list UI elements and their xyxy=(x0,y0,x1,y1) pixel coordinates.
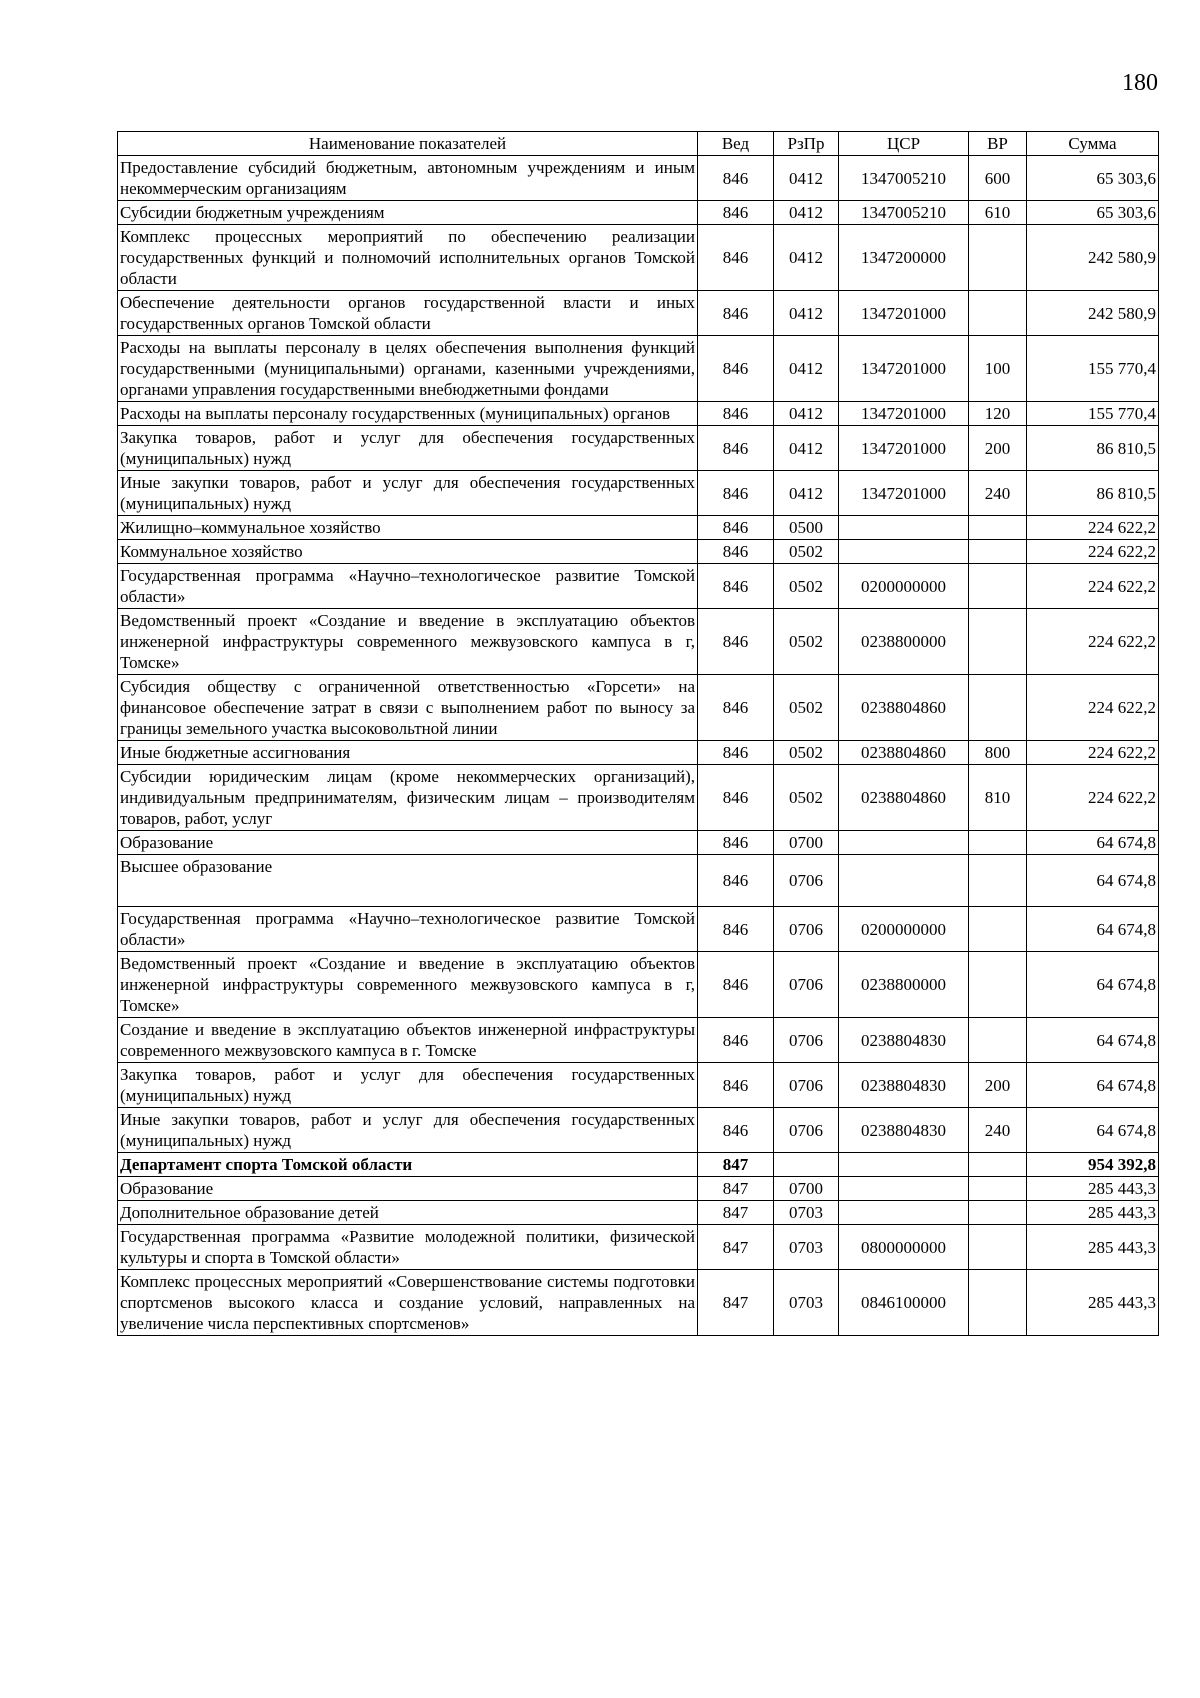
row-vr-cell xyxy=(969,564,1027,609)
row-name-cell: Иные бюджетные ассигнования xyxy=(118,741,698,765)
row-rzpr-cell: 0412 xyxy=(774,402,839,426)
row-vr-cell xyxy=(969,855,1027,907)
row-rzpr-cell: 0412 xyxy=(774,471,839,516)
row-csr-cell: 0238804830 xyxy=(839,1018,969,1063)
row-name-cell: Жилищно–коммунальное хозяйство xyxy=(118,516,698,540)
row-csr-cell: 1347005210 xyxy=(839,201,969,225)
table-row xyxy=(118,1177,1159,1201)
table-row xyxy=(118,156,1159,201)
row-vr-cell xyxy=(969,1201,1027,1225)
row-name-cell: Субсидии бюджетным учреждениям xyxy=(118,201,698,225)
row-csr-cell: 0800000000 xyxy=(839,1225,969,1270)
row-csr-cell xyxy=(839,1201,969,1225)
row-csr-cell: 0238804860 xyxy=(839,741,969,765)
row-csr-cell: 1347005210 xyxy=(839,156,969,201)
table-row xyxy=(118,564,1159,609)
row-name-cell: Коммунальное хозяйство xyxy=(118,540,698,564)
row-sum-cell: 155 770,4 xyxy=(1027,402,1159,426)
row-vr-cell xyxy=(969,609,1027,675)
row-sum-cell: 86 810,5 xyxy=(1027,471,1159,516)
row-name-cell: Образование xyxy=(118,1177,698,1201)
row-ved-cell: 846 xyxy=(698,336,774,402)
row-rzpr-cell: 0412 xyxy=(774,336,839,402)
table-row xyxy=(118,1153,1159,1177)
row-rzpr-cell: 0706 xyxy=(774,1108,839,1153)
row-name-cell: Комплекс процессных мероприятий «Совершенствование системы подготовки спортсменов высокого класса и создание условий, направленных на увеличение числа перспективных спортсменов» xyxy=(118,1270,698,1336)
table-row xyxy=(118,402,1159,426)
row-rzpr-cell: 0500 xyxy=(774,516,839,540)
row-sum-cell: 224 622,2 xyxy=(1027,675,1159,741)
row-sum-cell: 64 674,8 xyxy=(1027,1018,1159,1063)
row-ved-cell: 846 xyxy=(698,741,774,765)
header-sum: Сумма xyxy=(1027,132,1159,156)
row-sum-cell: 242 580,9 xyxy=(1027,225,1159,291)
row-name-cell: Государственная программа «Развитие молодежной политики, физической культуры и спорта в Томской области» xyxy=(118,1225,698,1270)
row-ved-cell: 846 xyxy=(698,907,774,952)
row-ved-cell: 847 xyxy=(698,1225,774,1270)
row-csr-cell: 0200000000 xyxy=(839,907,969,952)
header-name: Наименование показателей xyxy=(118,132,698,156)
row-rzpr-cell: 0706 xyxy=(774,1063,839,1108)
table-row xyxy=(118,1063,1159,1108)
table-row xyxy=(118,609,1159,675)
row-ved-cell: 847 xyxy=(698,1201,774,1225)
row-vr-cell: 240 xyxy=(969,471,1027,516)
row-vr-cell: 610 xyxy=(969,201,1027,225)
row-rzpr-cell: 0502 xyxy=(774,741,839,765)
row-vr-cell: 120 xyxy=(969,402,1027,426)
row-ved-cell: 846 xyxy=(698,855,774,907)
row-csr-cell: 1347201000 xyxy=(839,336,969,402)
row-csr-cell: 0238804860 xyxy=(839,765,969,831)
table-row xyxy=(118,1018,1159,1063)
row-vr-cell xyxy=(969,291,1027,336)
header-vr: ВР xyxy=(969,132,1027,156)
row-vr-cell xyxy=(969,1153,1027,1177)
row-rzpr-cell: 0502 xyxy=(774,564,839,609)
row-rzpr-cell: 0412 xyxy=(774,426,839,471)
row-vr-cell xyxy=(969,225,1027,291)
row-rzpr-cell: 0502 xyxy=(774,540,839,564)
row-sum-cell: 64 674,8 xyxy=(1027,907,1159,952)
row-csr-cell: 1347201000 xyxy=(839,291,969,336)
row-ved-cell: 846 xyxy=(698,1108,774,1153)
row-ved-cell: 846 xyxy=(698,402,774,426)
row-rzpr-cell: 0502 xyxy=(774,765,839,831)
row-name-cell: Государственная программа «Научно–технологическое развитие Томской области» xyxy=(118,564,698,609)
row-ved-cell: 846 xyxy=(698,1063,774,1108)
row-sum-cell: 64 674,8 xyxy=(1027,855,1159,907)
row-name-cell: Закупка товаров, работ и услуг для обеспечения государственных (муниципальных) нужд xyxy=(118,1063,698,1108)
row-ved-cell: 846 xyxy=(698,564,774,609)
row-rzpr-cell xyxy=(774,1153,839,1177)
row-sum-cell: 64 674,8 xyxy=(1027,1063,1159,1108)
row-name-cell: Дополнительное образование детей xyxy=(118,1201,698,1225)
row-name-cell: Обеспечение деятельности органов государственной власти и иных государственных органов Томской области xyxy=(118,291,698,336)
table-row xyxy=(118,675,1159,741)
row-rzpr-cell: 0700 xyxy=(774,831,839,855)
table-row xyxy=(118,201,1159,225)
row-ved-cell: 847 xyxy=(698,1153,774,1177)
table-row xyxy=(118,1201,1159,1225)
table-row xyxy=(118,336,1159,402)
row-rzpr-cell: 0412 xyxy=(774,291,839,336)
row-rzpr-cell: 0703 xyxy=(774,1270,839,1336)
row-rzpr-cell: 0412 xyxy=(774,156,839,201)
row-vr-cell: 810 xyxy=(969,765,1027,831)
row-ved-cell: 846 xyxy=(698,675,774,741)
row-sum-cell: 242 580,9 xyxy=(1027,291,1159,336)
row-vr-cell xyxy=(969,516,1027,540)
row-rzpr-cell: 0706 xyxy=(774,1018,839,1063)
row-vr-cell xyxy=(969,1225,1027,1270)
table-row xyxy=(118,855,1159,907)
row-csr-cell: 1347200000 xyxy=(839,225,969,291)
row-vr-cell: 800 xyxy=(969,741,1027,765)
row-rzpr-cell: 0706 xyxy=(774,952,839,1018)
row-name-cell: Иные закупки товаров, работ и услуг для обеспечения государственных (муниципальных) нужд xyxy=(118,471,698,516)
row-rzpr-cell: 0502 xyxy=(774,609,839,675)
row-rzpr-cell: 0703 xyxy=(774,1225,839,1270)
row-ved-cell: 846 xyxy=(698,516,774,540)
row-rzpr-cell: 0706 xyxy=(774,855,839,907)
table-row xyxy=(118,952,1159,1018)
row-sum-cell: 64 674,8 xyxy=(1027,952,1159,1018)
row-name-cell: Расходы на выплаты персоналу государственных (муниципальных) органов xyxy=(118,402,698,426)
table-header-row xyxy=(118,132,1159,156)
row-ved-cell: 846 xyxy=(698,201,774,225)
row-name-cell: Субсидии юридическим лицам (кроме некоммерческих организаций), индивидуальным предпринимателям, физическим лицам – производителям товаров, работ, услуг xyxy=(118,765,698,831)
row-sum-cell: 155 770,4 xyxy=(1027,336,1159,402)
table-row xyxy=(118,1270,1159,1336)
row-csr-cell: 0238800000 xyxy=(839,609,969,675)
row-name-cell: Иные закупки товаров, работ и услуг для обеспечения государственных (муниципальных) нужд xyxy=(118,1108,698,1153)
row-csr-cell: 0238804830 xyxy=(839,1108,969,1153)
row-name-cell: Департамент спорта Томской области xyxy=(118,1153,698,1177)
row-vr-cell xyxy=(969,540,1027,564)
row-csr-cell: 0238804830 xyxy=(839,1063,969,1108)
header-rzpr: РзПр xyxy=(774,132,839,156)
table-row xyxy=(118,765,1159,831)
row-csr-cell: 0200000000 xyxy=(839,564,969,609)
row-ved-cell: 846 xyxy=(698,225,774,291)
row-ved-cell: 846 xyxy=(698,471,774,516)
row-name-cell: Закупка товаров, работ и услуг для обеспечения государственных (муниципальных) нужд xyxy=(118,426,698,471)
row-ved-cell: 846 xyxy=(698,540,774,564)
row-vr-cell xyxy=(969,1018,1027,1063)
row-sum-cell: 285 443,3 xyxy=(1027,1177,1159,1201)
row-vr-cell: 200 xyxy=(969,426,1027,471)
row-sum-cell: 65 303,6 xyxy=(1027,156,1159,201)
row-ved-cell: 846 xyxy=(698,426,774,471)
row-vr-cell: 200 xyxy=(969,1063,1027,1108)
row-vr-cell: 100 xyxy=(969,336,1027,402)
row-sum-cell: 224 622,2 xyxy=(1027,564,1159,609)
row-name-cell: Расходы на выплаты персоналу в целях обеспечения выполнения функций государственными (муниципальными) органами, казенными учреждениями, органами управления государственными внебюджетными фондами xyxy=(118,336,698,402)
row-sum-cell: 224 622,2 xyxy=(1027,516,1159,540)
budget-table xyxy=(117,131,1159,1336)
row-csr-cell xyxy=(839,1177,969,1201)
row-ved-cell: 846 xyxy=(698,609,774,675)
row-vr-cell xyxy=(969,1270,1027,1336)
row-rzpr-cell: 0412 xyxy=(774,225,839,291)
row-vr-cell xyxy=(969,675,1027,741)
row-name-cell: Субсидия обществу с ограниченной ответственностью «Горсети» на финансовое обеспечение затрат в связи с выполнением работ по выносу за границы земельного участка высоковольтной линии xyxy=(118,675,698,741)
row-name-cell: Комплекс процессных мероприятий по обеспечению реализации государственных функций и полномочий исполнительных органов Томской области xyxy=(118,225,698,291)
row-sum-cell: 224 622,2 xyxy=(1027,609,1159,675)
row-vr-cell: 600 xyxy=(969,156,1027,201)
row-sum-cell: 224 622,2 xyxy=(1027,741,1159,765)
row-ved-cell: 846 xyxy=(698,156,774,201)
row-vr-cell xyxy=(969,1177,1027,1201)
table-row xyxy=(118,426,1159,471)
row-rzpr-cell: 0703 xyxy=(774,1201,839,1225)
row-name-cell: Создание и введение в эксплуатацию объектов инженерной инфраструктуры современного межвузовского кампуса в г. Томске xyxy=(118,1018,698,1063)
table-row xyxy=(118,516,1159,540)
table-row xyxy=(118,225,1159,291)
row-rzpr-cell: 0700 xyxy=(774,1177,839,1201)
row-csr-cell xyxy=(839,831,969,855)
table-row xyxy=(118,291,1159,336)
table-body xyxy=(118,156,1159,1336)
table-row xyxy=(118,831,1159,855)
row-sum-cell: 285 443,3 xyxy=(1027,1270,1159,1336)
table-row xyxy=(118,1108,1159,1153)
row-csr-cell: 1347201000 xyxy=(839,402,969,426)
header-ved: Вед xyxy=(698,132,774,156)
row-csr-cell xyxy=(839,540,969,564)
row-ved-cell: 846 xyxy=(698,1018,774,1063)
row-vr-cell xyxy=(969,952,1027,1018)
row-vr-cell xyxy=(969,831,1027,855)
row-sum-cell: 86 810,5 xyxy=(1027,426,1159,471)
row-sum-cell: 954 392,8 xyxy=(1027,1153,1159,1177)
row-sum-cell: 224 622,2 xyxy=(1027,765,1159,831)
table-row xyxy=(118,540,1159,564)
row-rzpr-cell: 0706 xyxy=(774,907,839,952)
table-row xyxy=(118,907,1159,952)
row-sum-cell: 64 674,8 xyxy=(1027,831,1159,855)
row-csr-cell xyxy=(839,516,969,540)
row-ved-cell: 846 xyxy=(698,765,774,831)
row-csr-cell xyxy=(839,855,969,907)
row-name-cell: Ведомственный проект «Создание и введение в эксплуатацию объектов инженерной инфраструктуры современного межвузовского кампуса в г, Томске» xyxy=(118,952,698,1018)
page-number: 180 xyxy=(1122,70,1158,96)
row-csr-cell: 1347201000 xyxy=(839,426,969,471)
row-name-cell: Предоставление субсидий бюджетным, автономным учреждениям и иным некоммерческим организациям xyxy=(118,156,698,201)
row-sum-cell: 64 674,8 xyxy=(1027,1108,1159,1153)
row-sum-cell: 65 303,6 xyxy=(1027,201,1159,225)
table-row xyxy=(118,471,1159,516)
row-csr-cell: 0238800000 xyxy=(839,952,969,1018)
row-sum-cell: 285 443,3 xyxy=(1027,1225,1159,1270)
row-csr-cell xyxy=(839,1153,969,1177)
table-row xyxy=(118,1225,1159,1270)
table-row xyxy=(118,741,1159,765)
row-sum-cell: 285 443,3 xyxy=(1027,1201,1159,1225)
row-ved-cell: 846 xyxy=(698,831,774,855)
row-ved-cell: 847 xyxy=(698,1177,774,1201)
row-name-cell: Ведомственный проект «Создание и введение в эксплуатацию объектов инженерной инфраструктуры современного межвузовского кампуса в г, Томске» xyxy=(118,609,698,675)
row-name-cell: Высшее образование xyxy=(118,855,698,907)
row-name-cell: Государственная программа «Научно–технологическое развитие Томской области» xyxy=(118,907,698,952)
row-rzpr-cell: 0412 xyxy=(774,201,839,225)
row-rzpr-cell: 0502 xyxy=(774,675,839,741)
row-name-cell: Образование xyxy=(118,831,698,855)
row-ved-cell: 846 xyxy=(698,952,774,1018)
row-csr-cell: 0238804860 xyxy=(839,675,969,741)
row-csr-cell: 0846100000 xyxy=(839,1270,969,1336)
row-sum-cell: 224 622,2 xyxy=(1027,540,1159,564)
row-ved-cell: 847 xyxy=(698,1270,774,1336)
row-vr-cell: 240 xyxy=(969,1108,1027,1153)
row-vr-cell xyxy=(969,907,1027,952)
header-csr: ЦСР xyxy=(839,132,969,156)
row-csr-cell: 1347201000 xyxy=(839,471,969,516)
row-ved-cell: 846 xyxy=(698,291,774,336)
